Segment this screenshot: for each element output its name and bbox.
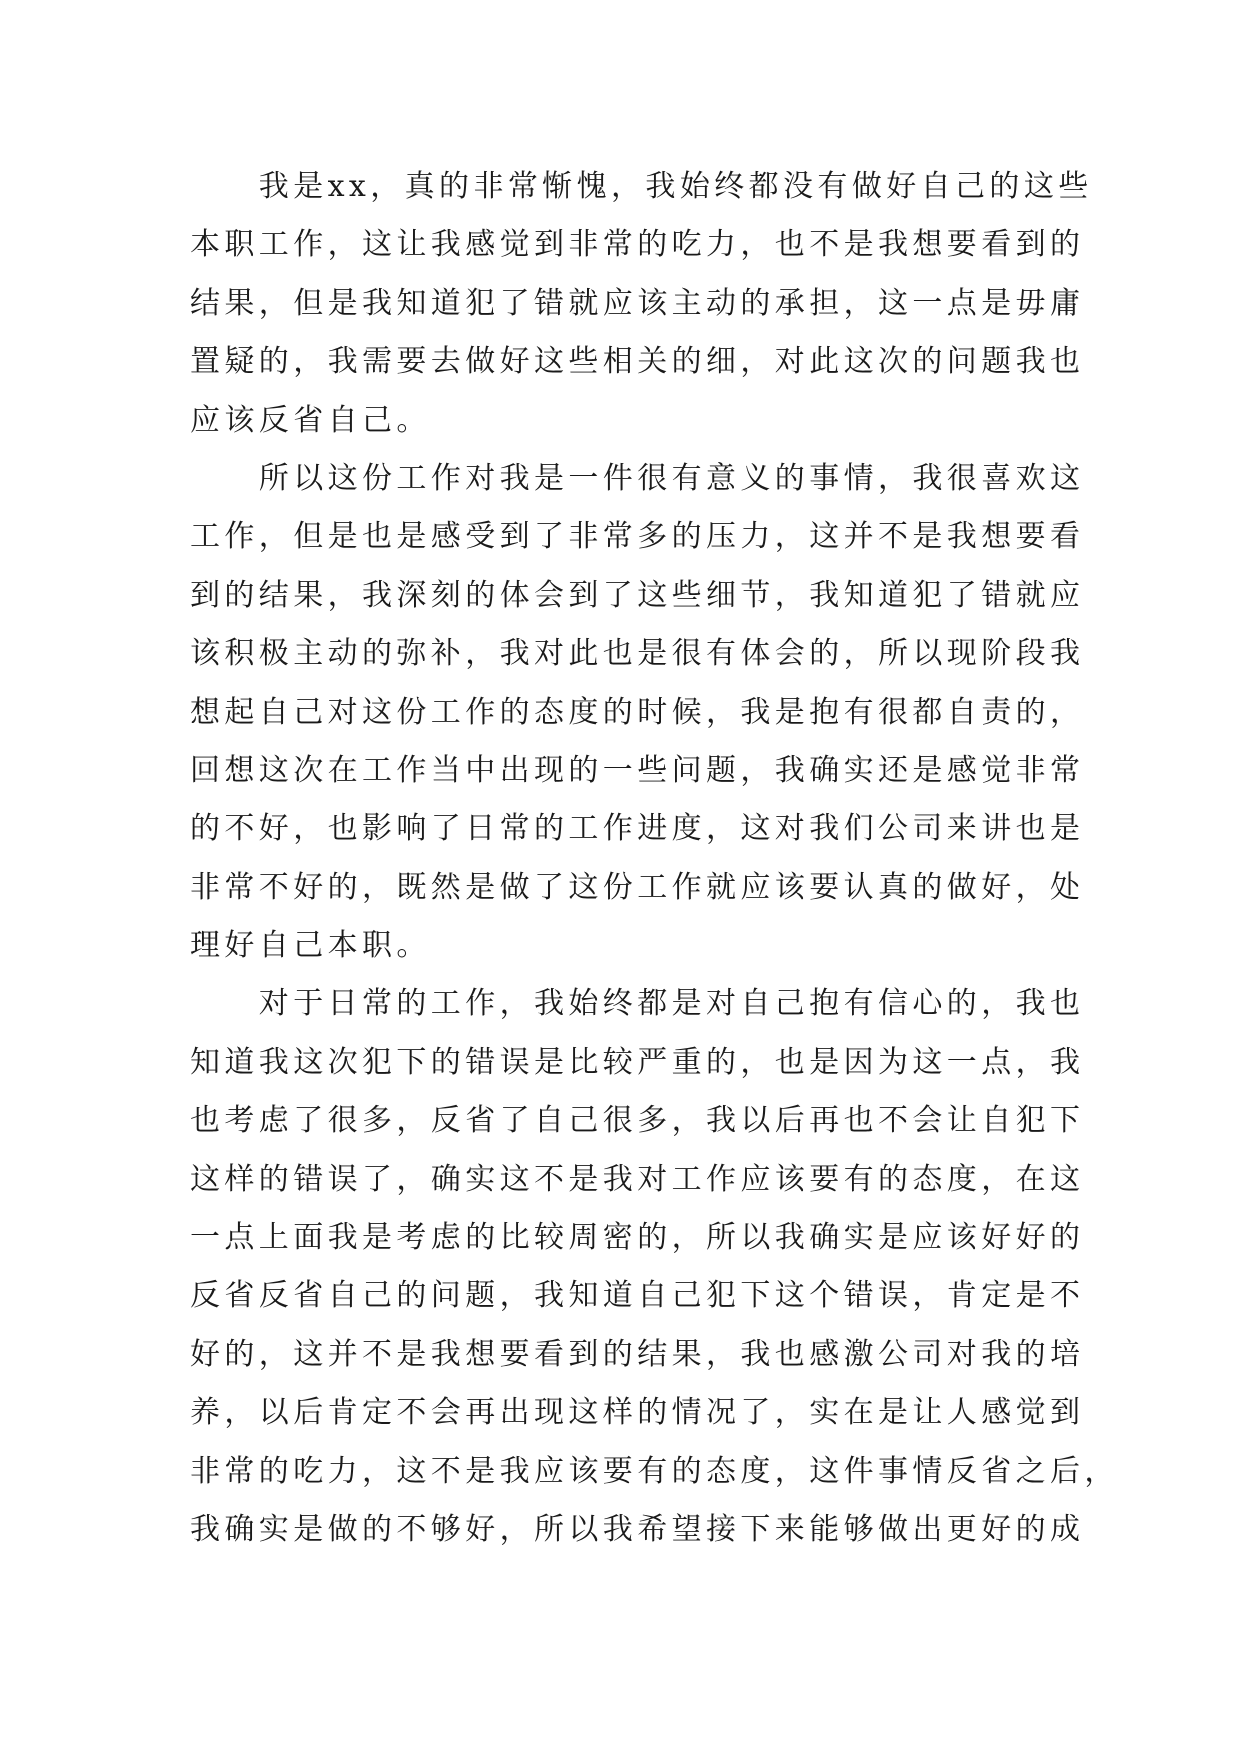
text-line: 好的，这并不是我想要看到的结果，我也感激公司对我的培 <box>190 1336 1085 1372</box>
text-line: 想起自己对这份工作的态度的时候，我是抱有很都自责的， <box>190 694 1085 730</box>
text-line: 置疑的，我需要去做好这些相关的细，对此这次的问题我也 <box>190 344 1085 380</box>
text-line: 应该反省自己。 <box>190 402 431 438</box>
text-line: 工作，但是也是感受到了非常多的压力，这并不是我想要看 <box>190 519 1085 555</box>
text-line: 到的结果，我深刻的体会到了这些细节，我知道犯了错就应 <box>190 577 1085 613</box>
document-body <box>190 158 1119 1559</box>
text-line: 结果，但是我知道犯了错就应该主动的承担，这一点是毋庸 <box>190 285 1085 321</box>
paragraph-2 <box>190 450 1085 976</box>
text-line: 一点上面我是考虑的比较周密的，所以我确实是应该好好的 <box>190 1220 1085 1256</box>
paragraph-3 <box>190 975 1119 1559</box>
paragraph-1 <box>190 158 1093 450</box>
text-line: 我是xx，真的非常惭愧，我始终都没有做好自己的这些 <box>190 169 1093 204</box>
text-line: 非常的吃力，这不是我应该要有的态度，这件事情反省之后， <box>190 1453 1119 1489</box>
text-line: 所以这份工作对我是一件很有意义的事情，我很喜欢这 <box>190 460 1085 496</box>
text-line: 该积极主动的弥补，我对此也是很有体会的，所以现阶段我 <box>190 636 1085 672</box>
text-line: 本职工作，这让我感觉到非常的吃力，也不是我想要看到的 <box>190 227 1085 263</box>
text-line: 理好自己本职。 <box>190 928 431 964</box>
text-line: 非常不好的，既然是做了这份工作就应该要认真的做好，处 <box>190 869 1085 905</box>
text-line: 的不好，也影响了日常的工作进度，这对我们公司来讲也是 <box>190 811 1085 847</box>
text-line: 我确实是做的不够好，所以我希望接下来能够做出更好的成 <box>190 1511 1085 1547</box>
text-line: 对于日常的工作，我始终都是对自己抱有信心的，我也 <box>190 986 1085 1022</box>
text-line: 知道我这次犯下的错误是比较严重的，也是因为这一点，我 <box>190 1044 1085 1080</box>
text-line: 也考虑了很多，反省了自己很多，我以后再也不会让自犯下 <box>190 1103 1085 1139</box>
text-line: 养，以后肯定不会再出现这样的情况了，实在是让人感觉到 <box>190 1395 1085 1431</box>
text-line: 这样的错误了，确实这不是我对工作应该要有的态度，在这 <box>190 1161 1085 1197</box>
text-line: 回想这次在工作当中出现的一些问题，我确实还是感觉非常 <box>190 752 1085 788</box>
text-line: 反省反省自己的问题，我知道自己犯下这个错误，肯定是不 <box>190 1278 1085 1314</box>
